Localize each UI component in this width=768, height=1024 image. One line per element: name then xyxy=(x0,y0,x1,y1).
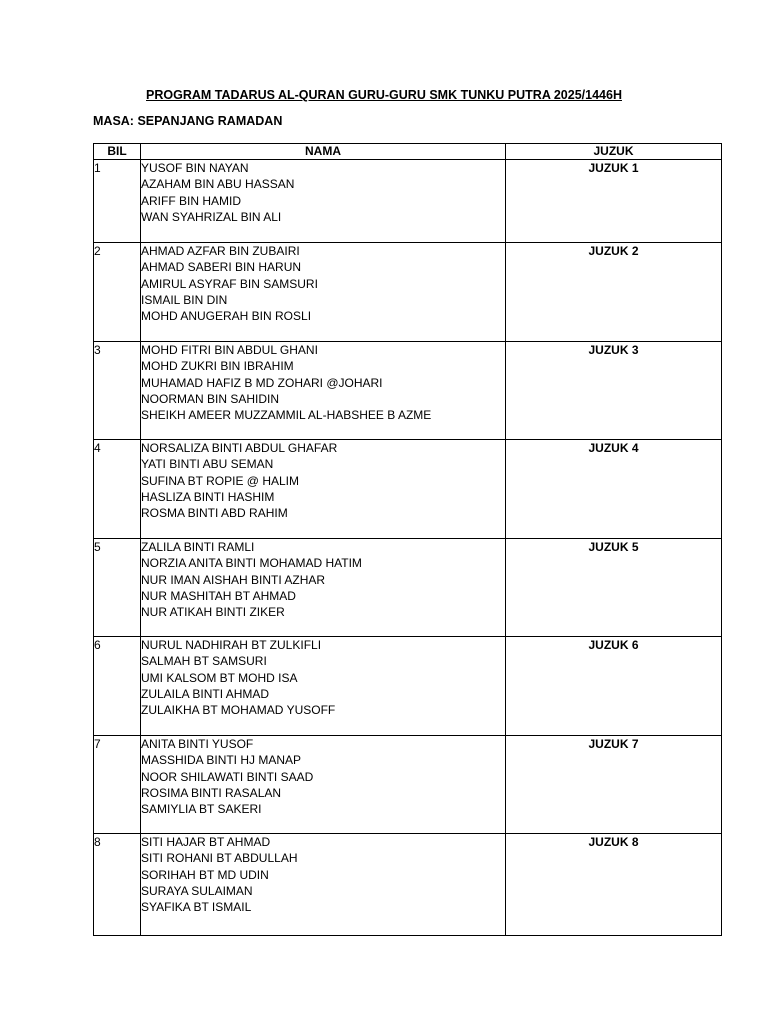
row-juzuk: JUZUK 2 xyxy=(506,243,722,342)
name-line: HASLIZA BINTI HASHIM xyxy=(141,489,275,504)
name-line: ZULAILA BINTI AHMAD xyxy=(141,686,270,701)
header-juzuk: JUZUK xyxy=(506,144,722,160)
table-row xyxy=(94,736,722,834)
name-line: SURAYA SULAIMAN xyxy=(141,883,253,898)
row-bil: 8 xyxy=(94,834,141,936)
table-row xyxy=(94,637,722,736)
name-line: ISMAIL BIN DIN xyxy=(141,292,228,307)
name-line: ZALILA BINTI RAMLI xyxy=(141,540,255,554)
row-juzuk: JUZUK 5 xyxy=(506,539,722,637)
name-line: ARIFF BIN HAMID xyxy=(141,193,242,208)
name-line: MOHD ZUKRI BIN IBRAHIM xyxy=(141,359,294,374)
name-line: YATI BINTI ABU SEMAN xyxy=(141,457,274,472)
row-bil: 7 xyxy=(94,736,141,834)
roster-table xyxy=(93,143,722,936)
name-line: NOOR SHILAWATI BINTI SAAD xyxy=(141,769,314,784)
row-juzuk: JUZUK 6 xyxy=(506,637,722,736)
table-row xyxy=(94,539,722,637)
row-names xyxy=(141,736,506,834)
table-row xyxy=(94,243,722,342)
name-line: UMI KALSOM BT MOHD ISA xyxy=(141,670,298,685)
row-juzuk: JUZUK 4 xyxy=(506,440,722,539)
row-names xyxy=(141,637,506,736)
table-row xyxy=(94,342,722,440)
document-title: PROGRAM TADARUS AL-QURAN GURU-GURU SMK TUNKU PUTRA 2025/1446H xyxy=(146,88,622,102)
name-line: MOHD ANUGERAH BIN ROSLI xyxy=(141,309,312,324)
name-line: NORZIA ANITA BINTI MOHAMAD HATIM xyxy=(141,556,362,571)
name-line: NORSALIZA BINTI ABDUL GHAFAR xyxy=(141,441,338,455)
name-line: SORIHAH BT MD UDIN xyxy=(141,867,269,882)
name-line: MOHD FITRI BIN ABDUL GHANI xyxy=(141,343,318,357)
name-line: NUR IMAN AISHAH BINTI AZHAR xyxy=(141,572,326,587)
name-line: AHMAD SABERI BIN HARUN xyxy=(141,260,302,275)
header-bil: BIL xyxy=(94,144,141,160)
row-names xyxy=(141,160,506,243)
row-names xyxy=(141,342,506,440)
name-line: SHEIKH AMEER MUZZAMMIL AL-HABSHEE B AZME xyxy=(141,408,432,423)
row-bil: 6 xyxy=(94,637,141,736)
name-line: NOORMAN BIN SAHIDIN xyxy=(141,391,280,406)
row-juzuk: JUZUK 3 xyxy=(506,342,722,440)
table-row xyxy=(94,440,722,539)
table-header-row xyxy=(94,144,722,160)
name-line: ZULAIKHA BT MOHAMAD YUSOFF xyxy=(141,703,336,718)
row-names xyxy=(141,243,506,342)
row-bil: 1 xyxy=(94,160,141,243)
row-names xyxy=(141,539,506,637)
row-bil: 4 xyxy=(94,440,141,539)
name-line: NUR ATIKAH BINTI ZIKER xyxy=(141,605,285,620)
row-names xyxy=(141,834,506,936)
name-line: SAMIYLIA BT SAKERI xyxy=(141,802,262,817)
row-names xyxy=(141,440,506,539)
row-bil: 3 xyxy=(94,342,141,440)
name-line: AHMAD AZFAR BIN ZUBAIRI xyxy=(141,244,300,258)
name-line: SITI HAJAR BT AHMAD xyxy=(141,835,271,849)
row-juzuk: JUZUK 1 xyxy=(506,160,722,243)
row-bil: 5 xyxy=(94,539,141,637)
name-line: AMIRUL ASYRAF BIN SAMSURI xyxy=(141,276,318,291)
row-bil: 2 xyxy=(94,243,141,342)
name-line: AZAHAM BIN ABU HASSAN xyxy=(141,177,295,192)
table-row xyxy=(94,834,722,936)
name-line: NURUL NADHIRAH BT ZULKIFLI xyxy=(141,638,322,652)
row-juzuk: JUZUK 8 xyxy=(506,834,722,936)
name-line: WAN SYAHRIZAL BIN ALI xyxy=(141,209,282,224)
name-line: NUR MASHITAH BT AHMAD xyxy=(141,588,296,603)
name-line: MUHAMAD HAFIZ B MD ZOHARI @JOHARI xyxy=(141,375,383,390)
name-line: ROSIMA BINTI RASALAN xyxy=(141,785,282,800)
header-nama: NAMA xyxy=(141,144,506,160)
name-line: ROSMA BINTI ABD RAHIM xyxy=(141,506,288,521)
name-line: SYAFIKA BT ISMAIL xyxy=(141,900,252,915)
table-row xyxy=(94,160,722,243)
document-subtitle: MASA: SEPANJANG RAMADAN xyxy=(93,114,283,128)
name-line: ANITA BINTI YUSOF xyxy=(141,737,254,751)
name-line: SITI ROHANI BT ABDULLAH xyxy=(141,851,298,866)
name-line: MASSHIDA BINTI HJ MANAP xyxy=(141,753,302,768)
name-line: YUSOF BIN NAYAN xyxy=(141,161,249,175)
row-juzuk: JUZUK 7 xyxy=(506,736,722,834)
name-line: SUFINA BT ROPIE @ HALIM xyxy=(141,473,299,488)
name-line: SALMAH BT SAMSURI xyxy=(141,654,267,669)
